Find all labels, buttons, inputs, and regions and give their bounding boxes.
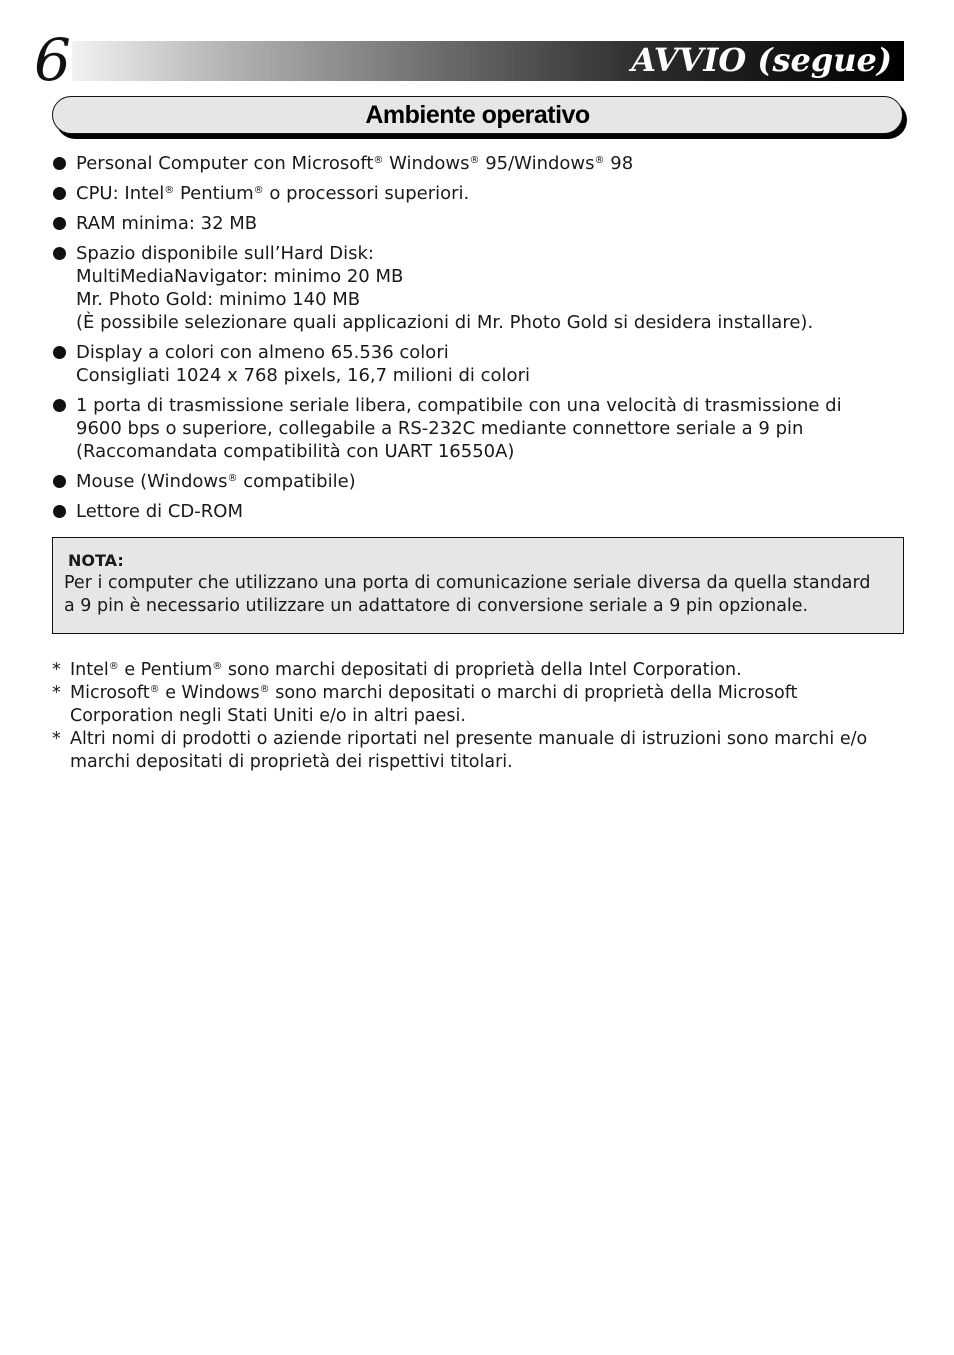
requirement-line: Personal Computer con Microsoft® Windows® 95/Windows® 98 xyxy=(76,153,634,174)
requirement-item xyxy=(52,341,902,387)
requirement-line: RAM minima: 32 MB xyxy=(76,213,258,234)
footnote-line: Corporation negli Stati Uniti e/o in altri paesi. xyxy=(70,706,466,726)
requirement-item xyxy=(52,242,902,334)
bullet-icon xyxy=(53,505,66,518)
bullet-icon xyxy=(53,187,66,200)
requirement-line: Consigliati 1024 x 768 pixels, 16,7 milioni di colori xyxy=(76,365,530,386)
footnote-line: marchi depositati di proprietà dei rispettivi titolari. xyxy=(70,752,513,772)
requirement-line: Mouse (Windows® compatibile) xyxy=(76,471,356,492)
requirement-item xyxy=(52,152,902,175)
header-title: AVVIO (segue) xyxy=(631,41,892,79)
requirement-line: (È possibile selezionare quali applicazioni di Mr. Photo Gold si desidera installare). xyxy=(76,312,814,333)
footnote-marker: * xyxy=(52,660,61,680)
requirement-line: Mr. Photo Gold: minimo 140 MB xyxy=(76,289,361,310)
note-text xyxy=(64,572,871,618)
requirement-line: 1 porta di trasmissione seriale libera, compatibile con una velocità di trasmissione di xyxy=(76,395,842,416)
header-bar xyxy=(72,41,904,81)
requirement-line: Spazio disponibile sull’Hard Disk: xyxy=(76,243,374,264)
note-line: a 9 pin è necessario utilizzare un adattatore di conversione seriale a 9 pin opzionale. xyxy=(64,596,809,616)
footnote-marker: * xyxy=(52,683,61,703)
bullet-icon xyxy=(53,346,66,359)
bullet-icon xyxy=(53,399,66,412)
requirement-item xyxy=(52,470,902,493)
requirements-list xyxy=(52,152,902,530)
footnote-item xyxy=(52,682,912,728)
requirement-line: Display a colori con almeno 65.536 colori xyxy=(76,342,449,363)
requirement-item xyxy=(52,182,902,205)
bullet-icon xyxy=(53,217,66,230)
footnote-line: Altri nomi di prodotti o aziende riportati nel presente manuale di istruzioni sono marchi e/o xyxy=(70,729,868,749)
requirement-line: MultiMediaNavigator: minimo 20 MB xyxy=(76,266,404,287)
requirement-item xyxy=(52,500,902,523)
bullet-icon xyxy=(53,475,66,488)
section-title: Ambiente operativo xyxy=(365,101,590,129)
bullet-icon xyxy=(53,247,66,260)
page-number: 6 xyxy=(34,26,71,94)
requirement-item xyxy=(52,212,902,235)
requirement-line: CPU: Intel® Pentium® o processori superiori. xyxy=(76,183,470,204)
note-line: Per i computer che utilizzano una porta di comunicazione seriale diversa da quella standard xyxy=(64,573,871,593)
footnote-line: Intel® e Pentium® sono marchi depositati di proprietà della Intel Corporation. xyxy=(70,660,742,680)
footnote-line: Microsoft® e Windows® sono marchi depositati o marchi di proprietà della Microsoft xyxy=(70,683,798,703)
requirement-line: (Raccomandata compatibilità con UART 16550A) xyxy=(76,441,515,462)
note-label: NOTA: xyxy=(68,551,124,570)
section-header xyxy=(52,96,903,134)
requirement-item xyxy=(52,394,902,463)
footnote-marker: * xyxy=(52,729,61,749)
bullet-icon xyxy=(53,157,66,170)
footnote-item xyxy=(52,728,912,774)
requirement-line: 9600 bps o superiore, collegabile a RS-232C mediante connettore seriale a 9 pin xyxy=(76,418,804,439)
footnote-item xyxy=(52,659,912,682)
requirement-line: Lettore di CD-ROM xyxy=(76,501,243,522)
footnotes-list xyxy=(52,659,912,774)
note-box xyxy=(52,537,904,634)
